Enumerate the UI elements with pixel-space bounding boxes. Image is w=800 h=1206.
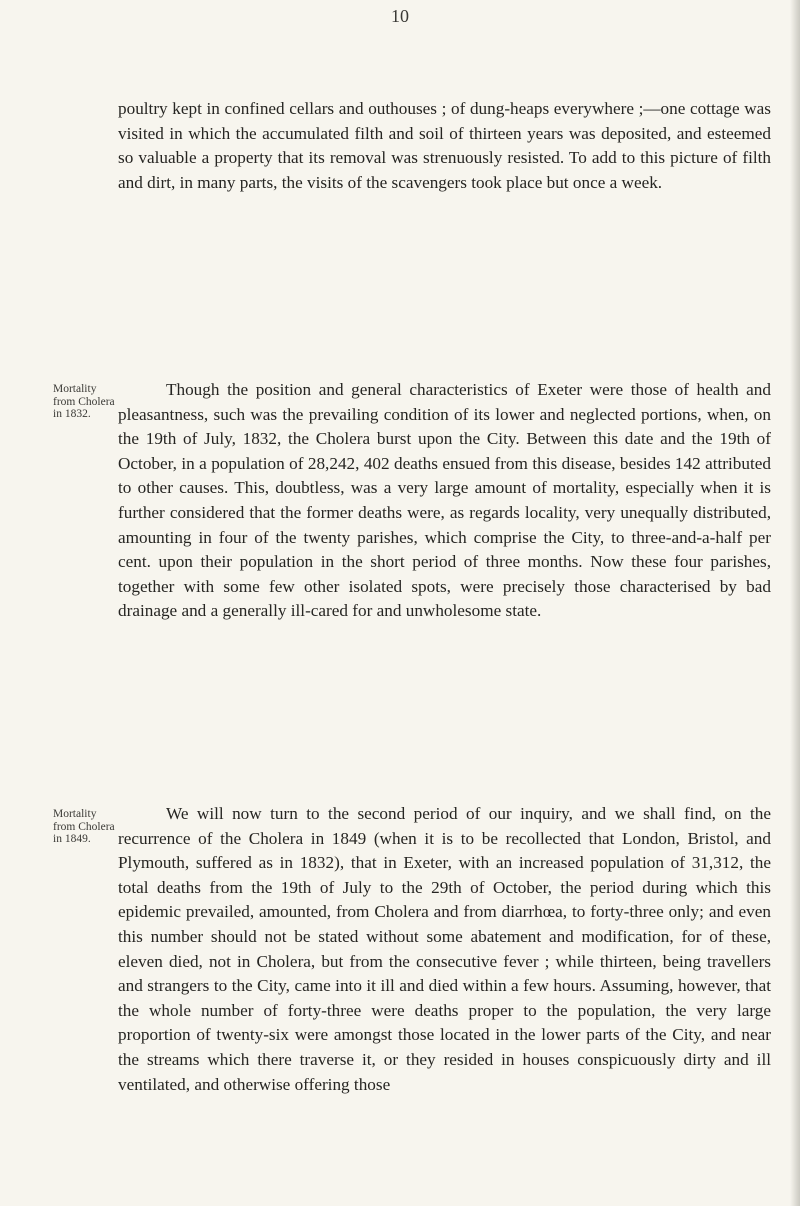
paragraph-cholera-1832: Though the position and general characteristics of Exeter were those of health and pleasantness, such was the prevailing condition of its lower and neglected portions, when, on the 19th of July, 1832, the Cholera burst upon the City. Between this date and the 19th of October, in a population of 28,242, 402 deaths ensued from this disease, besides 142 attributed to other causes. This, doubtless, was a very large amount of mortality, especially when it is further considered that the former deaths were, as regards locality, very unequally distributed, amounting in four of the twenty parishes, which comprise the City, to three-and-a-half per cent. upon their population in the short period of three months. Now these four parishes, together with some few other isolated spots, were precisely those characterised by bad drainage and a generally ill-cared for and unwholesome state. [118,380,771,621]
margin-note-1849: Mortality from Cholera in 1849. [53,808,115,845]
page-number: 10 [391,6,409,26]
margin-note-1832: Mortality from Cholera in 1832. [53,383,115,420]
paragraph-cholera-1849: We will now turn to the second period of our inquiry, and we shall find, on the recurrence of the Cholera in 1849 (when it is to be recollected that London, Bristol, and Plymouth, suffered as in 1832), that in Exeter, with an increased population of 31,312, the total deaths from the 19th of July to the 29th of October, the period during which this epidemic prevailed, amounted, from Cholera and from diarrhœa, to forty-three only; and even this number should not be stated without some abatement and modification, for of these, eleven died, not in Cholera, but from the consecutive fever ; while thirteen, being travellers and strangers to the City, came into it ill and died within a few hours. Assuming, however, that the whole number of forty-three were deaths proper to the population, the very large proportion of twenty-six were amongst those located in the lower parts of the City, and near the streams which there traverse it, or they resided in houses conspicuously dirty and ill ventilated, and otherwise offering those [118,804,771,1094]
page-edge-shadow [790,0,800,1206]
paragraph-continued: poultry kept in confined cellars and outhouses ; of dung-heaps everywhere ;—one cottage was visited in which the accumulated filth and soil of thirteen years was deposited, and esteemed so valuable a property that its removal was strenuously resisted. To add to this picture of filth and dirt, in many parts, the visits of the scavengers took place but once a week. [118,99,771,192]
